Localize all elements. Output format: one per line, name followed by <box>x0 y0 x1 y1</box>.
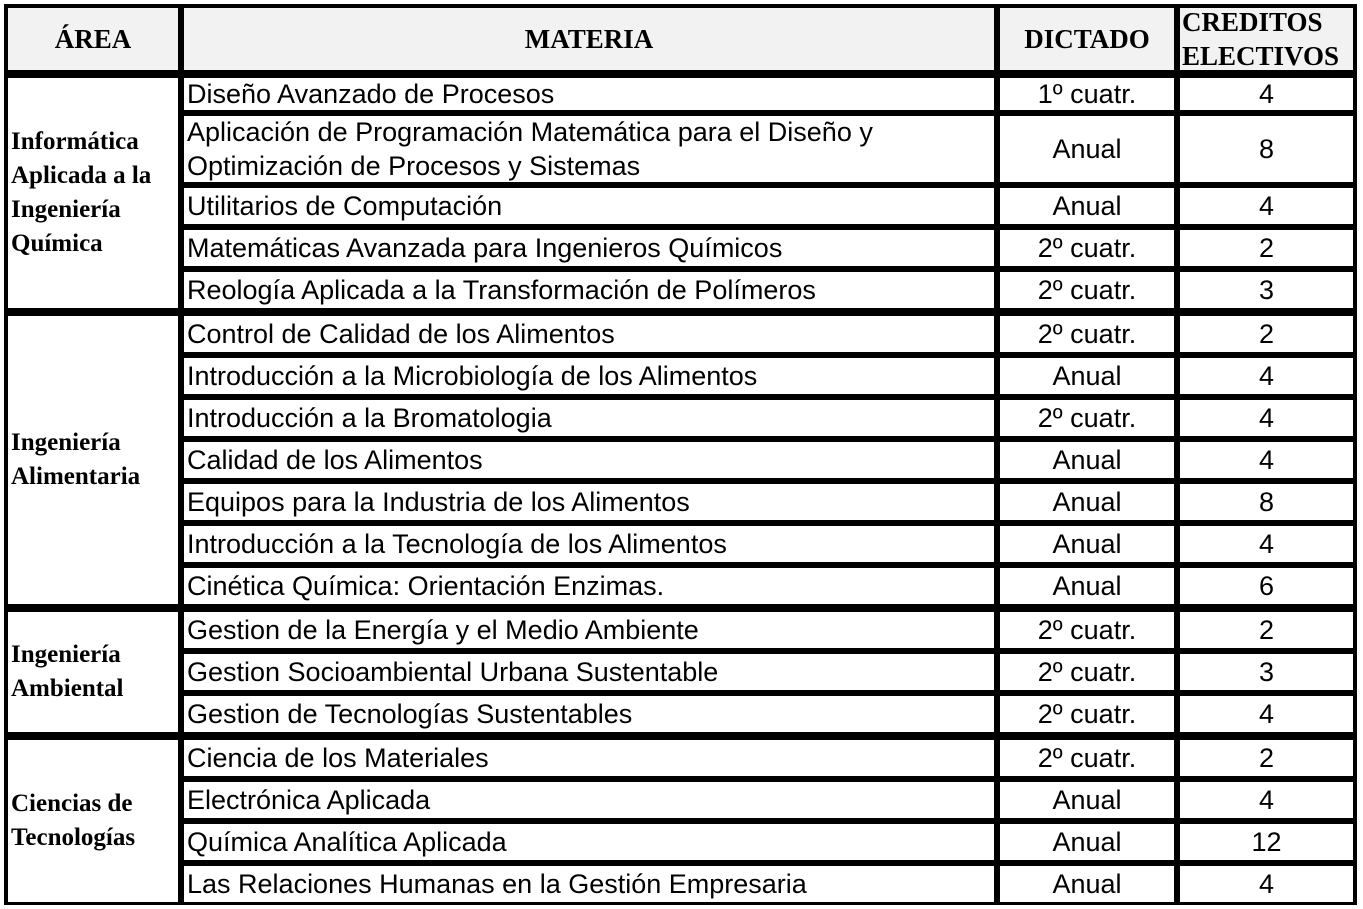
creditos-cell <box>1180 78 1353 110</box>
subject-name: Cinética Química: Orientación Enzimas. <box>187 570 665 601</box>
dictado-cell <box>1000 696 1174 732</box>
creditos-cell <box>1180 696 1353 732</box>
subject-name: Equipos para la Industria de los Alimentos <box>187 486 690 517</box>
area-label-line: Aplicada a la <box>11 162 152 189</box>
subject-cell <box>184 272 994 308</box>
creditos-value: 6 <box>1258 570 1275 601</box>
subject-name: Aplicación de Programación Matemática para el Diseño y <box>187 117 873 147</box>
creditos-cell <box>1180 568 1353 604</box>
dictado-value: Anual <box>1052 360 1122 391</box>
creditos-value: 2 <box>1258 232 1275 263</box>
subject-cell <box>184 866 994 902</box>
creditos-cell <box>1180 272 1353 308</box>
dictado-value: 2º cuatr. <box>1037 402 1137 433</box>
creditos-value: 4 <box>1258 698 1275 729</box>
dictado-value: Anual <box>1052 528 1122 559</box>
creditos-cell <box>1180 400 1353 436</box>
subject-cell <box>184 612 994 648</box>
creditos-cell <box>1180 116 1353 182</box>
dictado-cell <box>1000 654 1174 690</box>
subject-cell <box>184 782 994 818</box>
subject-name: Gestion de Tecnologías Sustentables <box>187 698 633 729</box>
area-label-line: Alimentaria <box>11 463 141 490</box>
area-label-line: Ambiental <box>11 675 124 702</box>
creditos-value: 4 <box>1258 444 1275 475</box>
creditos-value: 4 <box>1258 360 1275 391</box>
creditos-value: 12 <box>1251 826 1282 857</box>
creditos-value: 4 <box>1258 528 1275 559</box>
creditos-cell <box>1180 188 1353 224</box>
subject-name: Ciencia de los Materiales <box>187 742 489 773</box>
creditos-cell <box>1180 612 1353 648</box>
area-cell <box>8 78 178 308</box>
dictado-cell <box>1000 568 1174 604</box>
header-area <box>8 8 178 70</box>
subject-cell <box>184 316 994 352</box>
header-materia <box>184 8 994 70</box>
subject-cell <box>184 116 994 182</box>
subject-cell <box>184 526 994 562</box>
subject-name: Introducción a la Microbiología de los Alimentos <box>187 360 758 391</box>
creditos-value: 4 <box>1258 868 1275 899</box>
dictado-cell <box>1000 866 1174 902</box>
subject-cell <box>184 358 994 394</box>
dictado-value: Anual <box>1052 190 1122 221</box>
subject-name: Introducción a la Bromatologia <box>187 402 552 433</box>
subject-name: Matemáticas Avanzada para Ingenieros Químicos <box>187 232 783 263</box>
subject-name: Química Analítica Aplicada <box>187 826 507 857</box>
creditos-value: 3 <box>1258 656 1275 687</box>
area-label-line: Ingeniería <box>11 429 121 456</box>
dictado-value: 1º cuatr. <box>1037 78 1137 109</box>
creditos-value: 2 <box>1258 318 1275 349</box>
dictado-value: 2º cuatr. <box>1037 656 1137 687</box>
creditos-value: 8 <box>1258 133 1275 164</box>
subject-cell <box>184 230 994 266</box>
dictado-cell <box>1000 740 1174 776</box>
dictado-cell <box>1000 824 1174 860</box>
subject-cell <box>184 824 994 860</box>
creditos-value: 4 <box>1258 190 1275 221</box>
subject-cell <box>184 696 994 732</box>
subject-cell <box>184 442 994 478</box>
area-label-line: Informática <box>11 128 139 155</box>
creditos-value: 4 <box>1258 784 1275 815</box>
header-creditos-line: CREDITOS <box>1182 8 1323 37</box>
dictado-value: 2º cuatr. <box>1037 614 1137 645</box>
dictado-cell <box>1000 484 1174 520</box>
dictado-cell <box>1000 230 1174 266</box>
creditos-value: 8 <box>1258 486 1275 517</box>
dictado-cell <box>1000 782 1174 818</box>
dictado-value: 2º cuatr. <box>1037 232 1137 263</box>
dictado-cell <box>1000 442 1174 478</box>
dictado-value: Anual <box>1052 133 1122 164</box>
subject-name: Control de Calidad de los Alimentos <box>187 318 615 349</box>
subject-cell <box>184 188 994 224</box>
creditos-cell <box>1180 442 1353 478</box>
courses-table <box>4 4 1357 905</box>
header-dictado <box>1000 8 1174 70</box>
creditos-cell <box>1180 740 1353 776</box>
subject-name: Electrónica Aplicada <box>187 784 431 815</box>
header-area-label: ÁREA <box>54 23 132 54</box>
area-cell <box>8 316 178 604</box>
dictado-value: Anual <box>1052 570 1122 601</box>
subject-cell <box>184 740 994 776</box>
creditos-cell <box>1180 316 1353 352</box>
dictado-cell <box>1000 116 1174 182</box>
dictado-cell <box>1000 188 1174 224</box>
dictado-value: Anual <box>1052 784 1122 815</box>
subject-name: Calidad de los Alimentos <box>187 444 483 475</box>
subject-cell <box>184 400 994 436</box>
subject-name: Gestion de la Energía y el Medio Ambiente <box>187 614 699 645</box>
creditos-value: 3 <box>1258 274 1275 305</box>
subject-name: Utilitarios de Computación <box>187 190 503 221</box>
subject-cell <box>184 78 994 110</box>
subject-cell <box>184 484 994 520</box>
dictado-cell <box>1000 400 1174 436</box>
area-label-line: Ingeniería <box>11 196 121 223</box>
header-materia-label: MATERIA <box>524 23 654 54</box>
dictado-value: Anual <box>1052 486 1122 517</box>
creditos-cell <box>1180 230 1353 266</box>
area-label-line: Química <box>11 230 103 257</box>
dictado-value: Anual <box>1052 444 1122 475</box>
subject-name: Diseño Avanzado de Procesos <box>187 78 555 109</box>
creditos-cell <box>1180 782 1353 818</box>
creditos-cell <box>1180 526 1353 562</box>
subject-name: Introducción a la Tecnología de los Alimentos <box>187 528 727 559</box>
area-cell <box>8 740 178 902</box>
dictado-cell <box>1000 316 1174 352</box>
dictado-value: 2º cuatr. <box>1037 698 1137 729</box>
creditos-cell <box>1180 866 1353 902</box>
creditos-value: 4 <box>1258 78 1275 109</box>
header-creditos-line: ELECTIVOS <box>1182 41 1340 70</box>
header-dictado-label: DICTADO <box>1024 23 1150 54</box>
creditos-cell <box>1180 654 1353 690</box>
dictado-value: 2º cuatr. <box>1037 742 1137 773</box>
creditos-value: 2 <box>1258 742 1275 773</box>
area-label-line: Ciencias de <box>11 790 133 817</box>
area-label-line: Ingeniería <box>11 641 121 668</box>
dictado-value: Anual <box>1052 826 1122 857</box>
creditos-cell <box>1180 358 1353 394</box>
subject-cell <box>184 654 994 690</box>
header-creditos <box>1180 8 1353 70</box>
dictado-cell <box>1000 612 1174 648</box>
dictado-cell <box>1000 358 1174 394</box>
subject-name: Gestion Socioambiental Urbana Sustentable <box>187 656 719 687</box>
dictado-value: 2º cuatr. <box>1037 274 1137 305</box>
creditos-cell <box>1180 484 1353 520</box>
creditos-value: 2 <box>1258 614 1275 645</box>
dictado-cell <box>1000 272 1174 308</box>
dictado-cell <box>1000 526 1174 562</box>
area-label-line: Tecnologías <box>11 824 136 851</box>
subject-name: Las Relaciones Humanas en la Gestión Empresaria <box>187 868 807 899</box>
creditos-value: 4 <box>1258 402 1275 433</box>
area-cell <box>8 612 178 732</box>
subject-name: Reología Aplicada a la Transformación de Polímeros <box>187 274 816 305</box>
subject-cell <box>184 568 994 604</box>
subject-name: Optimización de Procesos y Sistemas <box>187 151 641 181</box>
dictado-value: 2º cuatr. <box>1037 318 1137 349</box>
creditos-cell <box>1180 824 1353 860</box>
dictado-cell <box>1000 78 1174 110</box>
dictado-value: Anual <box>1052 868 1122 899</box>
